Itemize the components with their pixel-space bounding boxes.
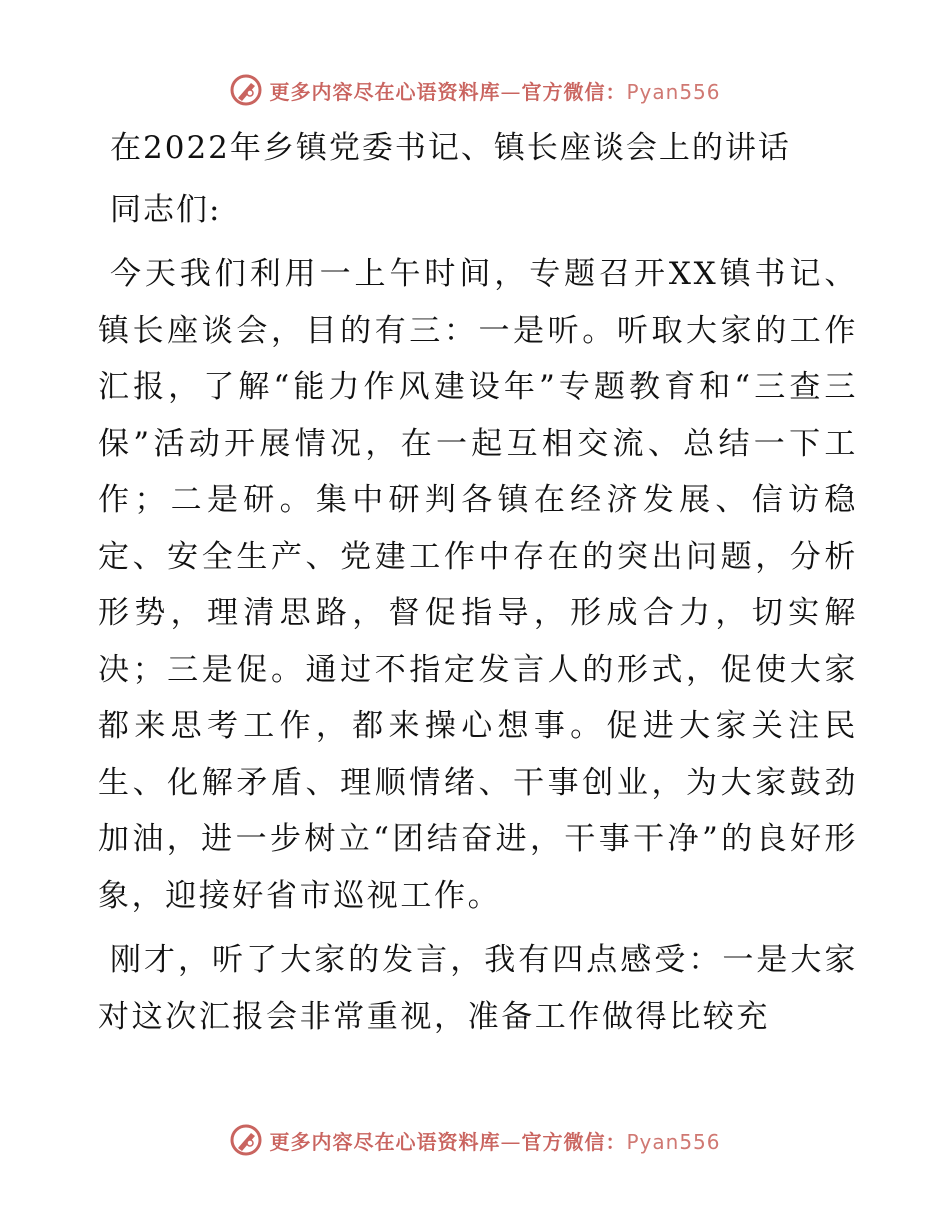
watermark-sub: 官方微信：: [521, 1129, 627, 1154]
watermark-text: [269, 76, 720, 105]
watermark-dash: —: [500, 1129, 522, 1154]
watermark-text: [269, 1126, 720, 1155]
watermark-main: 更多内容尽在心语资料库: [269, 1129, 501, 1154]
pen-logo-icon: [229, 1123, 263, 1157]
paragraph: 刚才，听了大家的发言，我有四点感受：一是大家对这次汇报会非常重视，准备工作做得比较充: [98, 942, 858, 1035]
watermark-dash: —: [500, 79, 522, 104]
paragraph: 今天我们利用一上午时间，专题召开XX镇书记、镇长座谈会，目的有三：一是听。听取大家的工作汇报，了解“能力作风建设年”专题教育和“三查三保”活动开展情况，在一起互相交流、总结一下工作；二是研。集中研判各镇在经济发展、信访稳定、安全生产、党建工作中存在的突出问题，分析形势，理清思路，督促指导，形成合力，切实解决；三是促。通过不指定发言人的形式，促使大家都来思考工作，都来操心想事。促进大家关注民生、化解矛盾、理顺情绪、干事创业，为大家鼓劲加油，进一步树立“团结奋进，干事干净”的良好形象，迎接好省市巡视工作。: [98, 256, 858, 914]
footer-watermark: [0, 1120, 950, 1160]
watermark-wechat-id: Pyan556: [626, 1129, 721, 1154]
header-watermark: [0, 70, 950, 110]
watermark-wechat-id: Pyan556: [626, 79, 721, 104]
salutation: 同志们:: [110, 192, 222, 228]
watermark-sub: 官方微信：: [521, 79, 627, 104]
pen-logo-icon: [229, 73, 263, 107]
document-body: [98, 120, 858, 1053]
document-title: 在2022年乡镇党委书记、镇长座谈会上的讲话: [110, 130, 791, 166]
watermark-main: 更多内容尽在心语资料库: [269, 79, 501, 104]
